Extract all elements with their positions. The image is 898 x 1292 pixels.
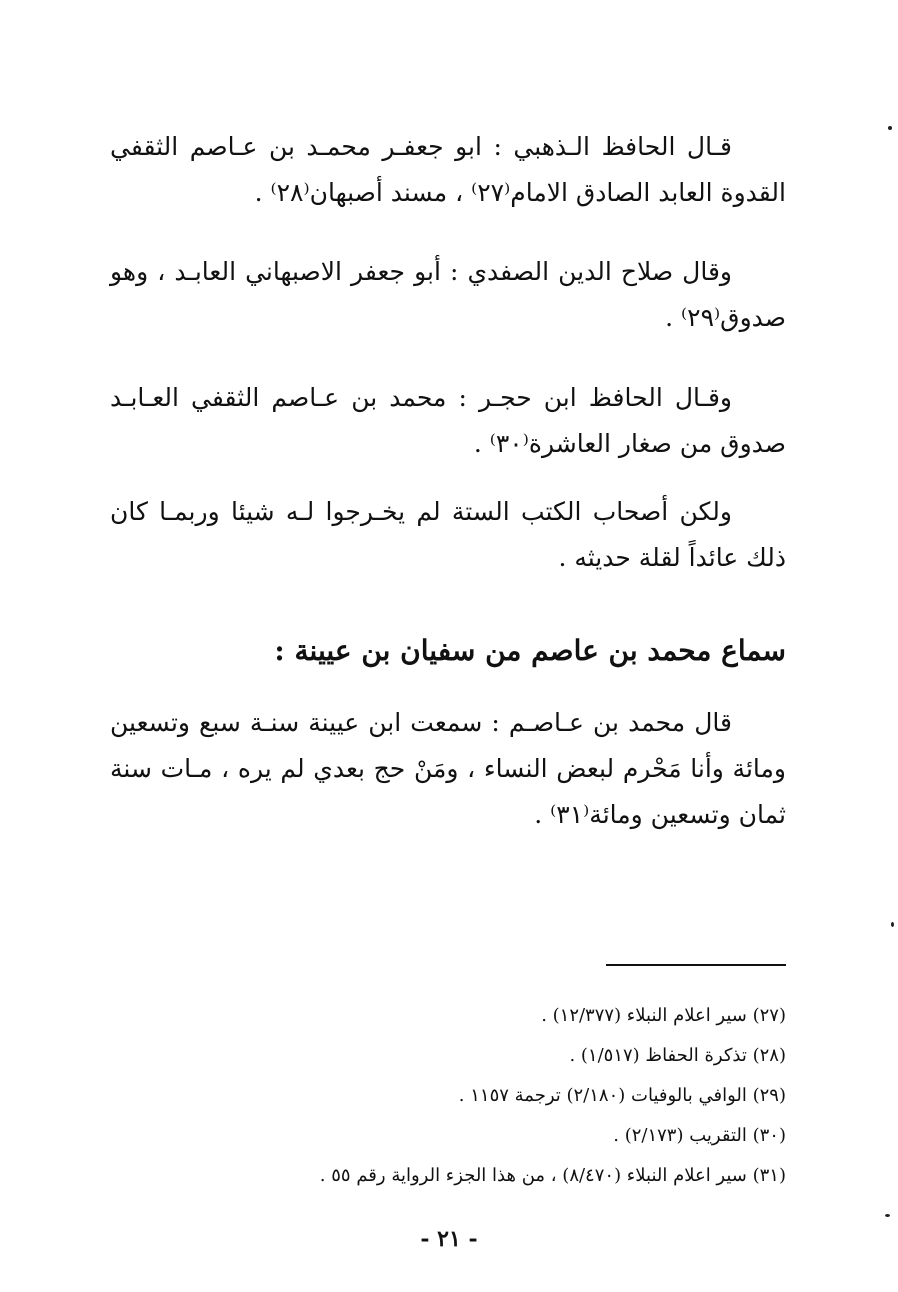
paragraph-hearing-account: قال محمد بن عـاصـم : سمعت ابن عيينة سنـة سبع وتسعين ومائة وأنا مَحْرم لبعض النساء ، ومَنْ حج بعدي لم يره ، مـات سنة ثمان وتسعين ومائة⁽٣١⁾ . [110, 708, 786, 829]
footnotes-list [110, 996, 786, 1196]
footnote-29: (٢٩) الوافي بالوفيات (٢/١٨٠) ترجمة ١١٥٧ . [458, 1085, 786, 1106]
scan-speck [891, 922, 894, 927]
scan-speck [885, 1214, 890, 1217]
section-heading: سماع محمد بن عاصم من سفيان بن عيينة : [274, 634, 786, 667]
paragraph-safadi-quote: وقال صلاح الدين الصفدي : أبو جعفر الاصبهاني العابـد ، وهو صدوق⁽٢٩⁾ . [110, 257, 786, 332]
footnote-divider [606, 964, 786, 966]
paragraph-six-books-note: ولكن أصحاب الكتب الستة لم يخـرجوا لـه شيئا وربمـا كان ذلك عائداً لقلة حديثه . [110, 497, 786, 572]
page-number: - ٢١ - [420, 1226, 478, 1252]
scan-speck [888, 126, 892, 130]
footnote-31: (٣١) سير اعلام النبلاء (٨/٤٧٠) ، من هذا الجزء الرواية رقم ٥٥ . [319, 1165, 786, 1186]
paragraph-dhahabi-quote: قـال الحافظ الـذهبي : ابو جعفـر محمـد بن عـاصم الثقفي القدوة العابد الصادق الامام⁽٢٧⁾ ، مسند أصبهان⁽٢٨⁾ . [110, 132, 786, 207]
footnote-28: (٢٨) تذكرة الحفاظ (١/٥١٧) . [569, 1045, 786, 1066]
paragraph-ibn-hajar-quote: وقـال الحافظ ابن حجـر : محمد بن عـاصم الثقفي العـابـد صدوق من صغار العاشرة⁽٣٠⁾ . [110, 383, 786, 458]
footnote-30: (٣٠) التقريب (٢/١٧٣) . [613, 1125, 786, 1146]
footnote-27: (٢٧) سير اعلام النبلاء (١٢/٣٧٧) . [541, 1005, 786, 1026]
